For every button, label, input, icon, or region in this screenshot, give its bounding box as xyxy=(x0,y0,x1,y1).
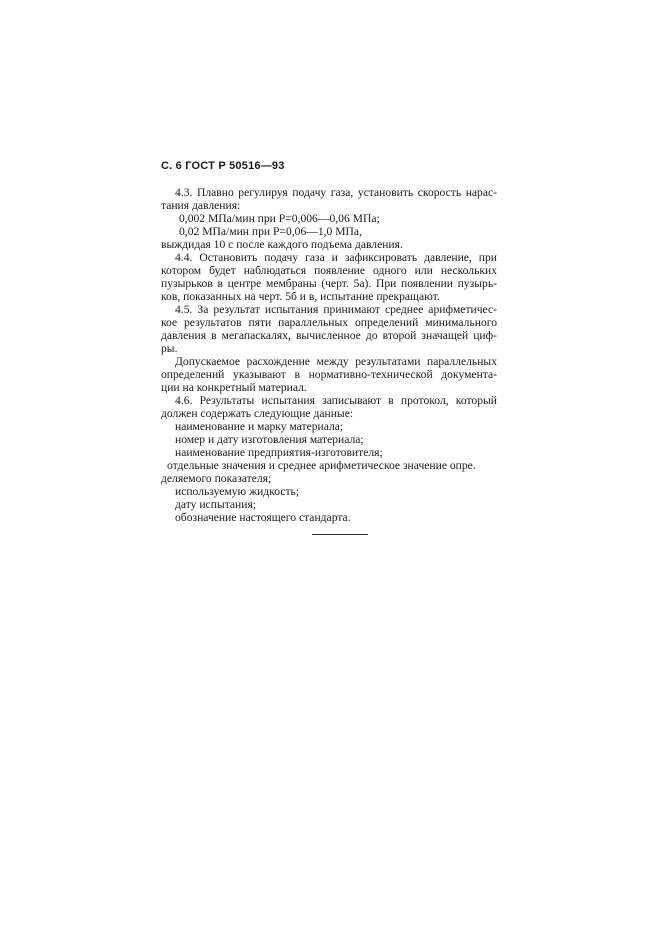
list-item: используемую жидкость; xyxy=(175,485,300,498)
text-line: 4.3. Плавно регулируя подачу газа, установить скорость нарас- xyxy=(175,186,497,199)
document-body xyxy=(161,186,497,524)
text-line: выждидая 10 с после каждого подъема давления. xyxy=(161,238,403,251)
text-line: тания давления: xyxy=(161,199,241,212)
list-item: обозначение настоящего стандарта. xyxy=(175,511,351,524)
page-header: С. 6 ГОСТ Р 50516—93 xyxy=(161,160,285,172)
text-line: пузырьков в центре мембраны (черт. 5а). При появлении пузырь- xyxy=(161,277,497,290)
text-line: 4.5. За результат испытания принимают среднее арифметичес- xyxy=(175,303,497,316)
text-line: Допускаемое расхождение между результатами параллельных xyxy=(175,355,497,368)
list-item: номер и дату изготовления материала; xyxy=(175,433,364,446)
text-line: давления в мегапаскалях, вычисленное до второй значащей циф- xyxy=(161,329,497,342)
text-line: определений указывают в нормативно-технической документа- xyxy=(161,368,497,381)
text-line: котором будет наблюдаться появление одного или нескольких xyxy=(161,264,497,277)
text-line: ков, показанных на черт. 5б и в, испытание прекращают. xyxy=(161,290,440,303)
list-item: деляемого показателя; xyxy=(161,472,272,485)
text-line: 4.6. Результаты испытания записывают в протокол, который xyxy=(175,394,497,407)
text-line: кое результатов пяти параллельных определений минимального xyxy=(161,316,497,329)
text-line: 0,002 МПа/мин при P=0,006—0,06 МПа; xyxy=(179,212,380,225)
text-line: ции на конкретный материал. xyxy=(161,381,307,394)
list-item: наименование и марку материала; xyxy=(175,420,344,433)
text-line: 0,02 МПа/мин при P=0,06—1,0 МПа, xyxy=(179,225,362,238)
end-divider xyxy=(312,534,368,535)
list-item: отдельные значения и среднее арифметическое значение опре. xyxy=(167,459,476,472)
list-item: дату испытания; xyxy=(175,498,257,511)
text-line: должен содержать следующие данные: xyxy=(161,407,354,420)
list-item: наименование предприятия-изготовителя; xyxy=(175,446,383,459)
text-line: 4.4. Остановить подачу газа и зафиксировать давление, при xyxy=(175,251,497,264)
text-line: ры. xyxy=(161,342,178,355)
